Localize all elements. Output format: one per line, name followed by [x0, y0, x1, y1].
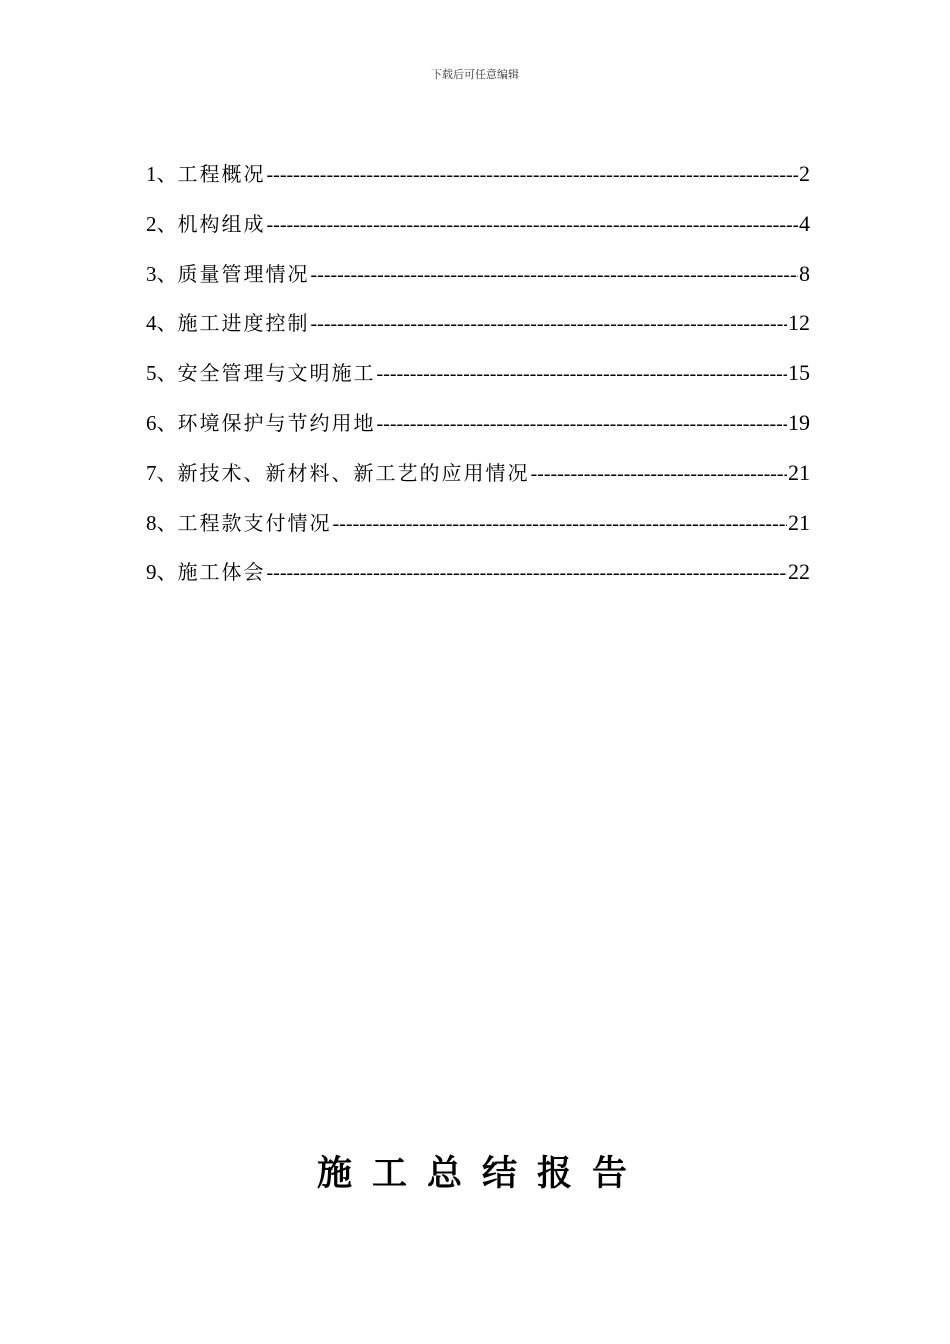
toc-entry-title: 工程概况 — [177, 162, 266, 186]
toc-dot-leader — [311, 264, 799, 287]
toc-entry-number: 1、 — [146, 162, 178, 186]
toc-entry-title: 施工进度控制 — [177, 311, 310, 336]
toc-entry-number: 2、 — [146, 211, 178, 236]
toc-entry — [146, 357, 810, 407]
toc-entry-title: 机构组成 — [177, 211, 266, 236]
toc-entry — [146, 507, 810, 557]
toc-entry-page: 21 — [788, 459, 810, 485]
toc-entry-number: 7、 — [146, 460, 178, 485]
toc-entry-title: 质量管理情况 — [177, 261, 310, 286]
toc-entry-title: 施工体会 — [177, 560, 266, 585]
toc-entry-page: 12 — [788, 310, 810, 336]
toc-entry — [146, 158, 810, 208]
toc-dot-leader — [267, 214, 799, 237]
toc-entry-number: 8、 — [146, 510, 178, 535]
toc-entry-page: 19 — [788, 409, 810, 435]
toc-dot-leader — [377, 413, 788, 436]
page-header: 下载后可任意编辑 — [431, 68, 519, 81]
toc-entry-page: 8 — [799, 260, 810, 286]
toc-entry-title: 工程款支付情况 — [177, 510, 332, 535]
toc-dot-leader — [531, 463, 788, 486]
table-of-contents — [146, 158, 810, 606]
toc-entry-number: 9、 — [146, 560, 178, 585]
toc-entry — [146, 457, 810, 507]
report-title: 施工总结报告 — [316, 1153, 647, 1194]
toc-entry — [146, 208, 810, 258]
toc-entry-number: 3、 — [146, 261, 178, 286]
toc-dot-leader — [333, 513, 788, 536]
toc-entry — [146, 258, 810, 308]
toc-entry-number: 4、 — [146, 311, 178, 336]
toc-dot-leader — [377, 363, 788, 386]
toc-entry-page: 21 — [788, 509, 810, 535]
toc-entry-number: 6、 — [146, 410, 178, 435]
toc-entry-title: 环境保护与节约用地 — [177, 410, 376, 435]
toc-dot-leader — [267, 562, 788, 585]
toc-dot-leader — [267, 164, 799, 187]
toc-entry-page: 2 — [799, 161, 810, 186]
toc-entry — [146, 556, 810, 606]
toc-dot-leader — [311, 313, 788, 336]
toc-entry — [146, 407, 810, 457]
toc-entry-page: 4 — [799, 210, 810, 236]
toc-entry-page: 22 — [788, 559, 810, 585]
toc-entry-title: 新技术、新材料、新工艺的应用情况 — [177, 460, 530, 485]
toc-entry-page: 15 — [788, 360, 810, 386]
toc-entry-title: 安全管理与文明施工 — [177, 361, 376, 386]
toc-entry — [146, 307, 810, 357]
toc-entry-number: 5、 — [146, 361, 178, 386]
